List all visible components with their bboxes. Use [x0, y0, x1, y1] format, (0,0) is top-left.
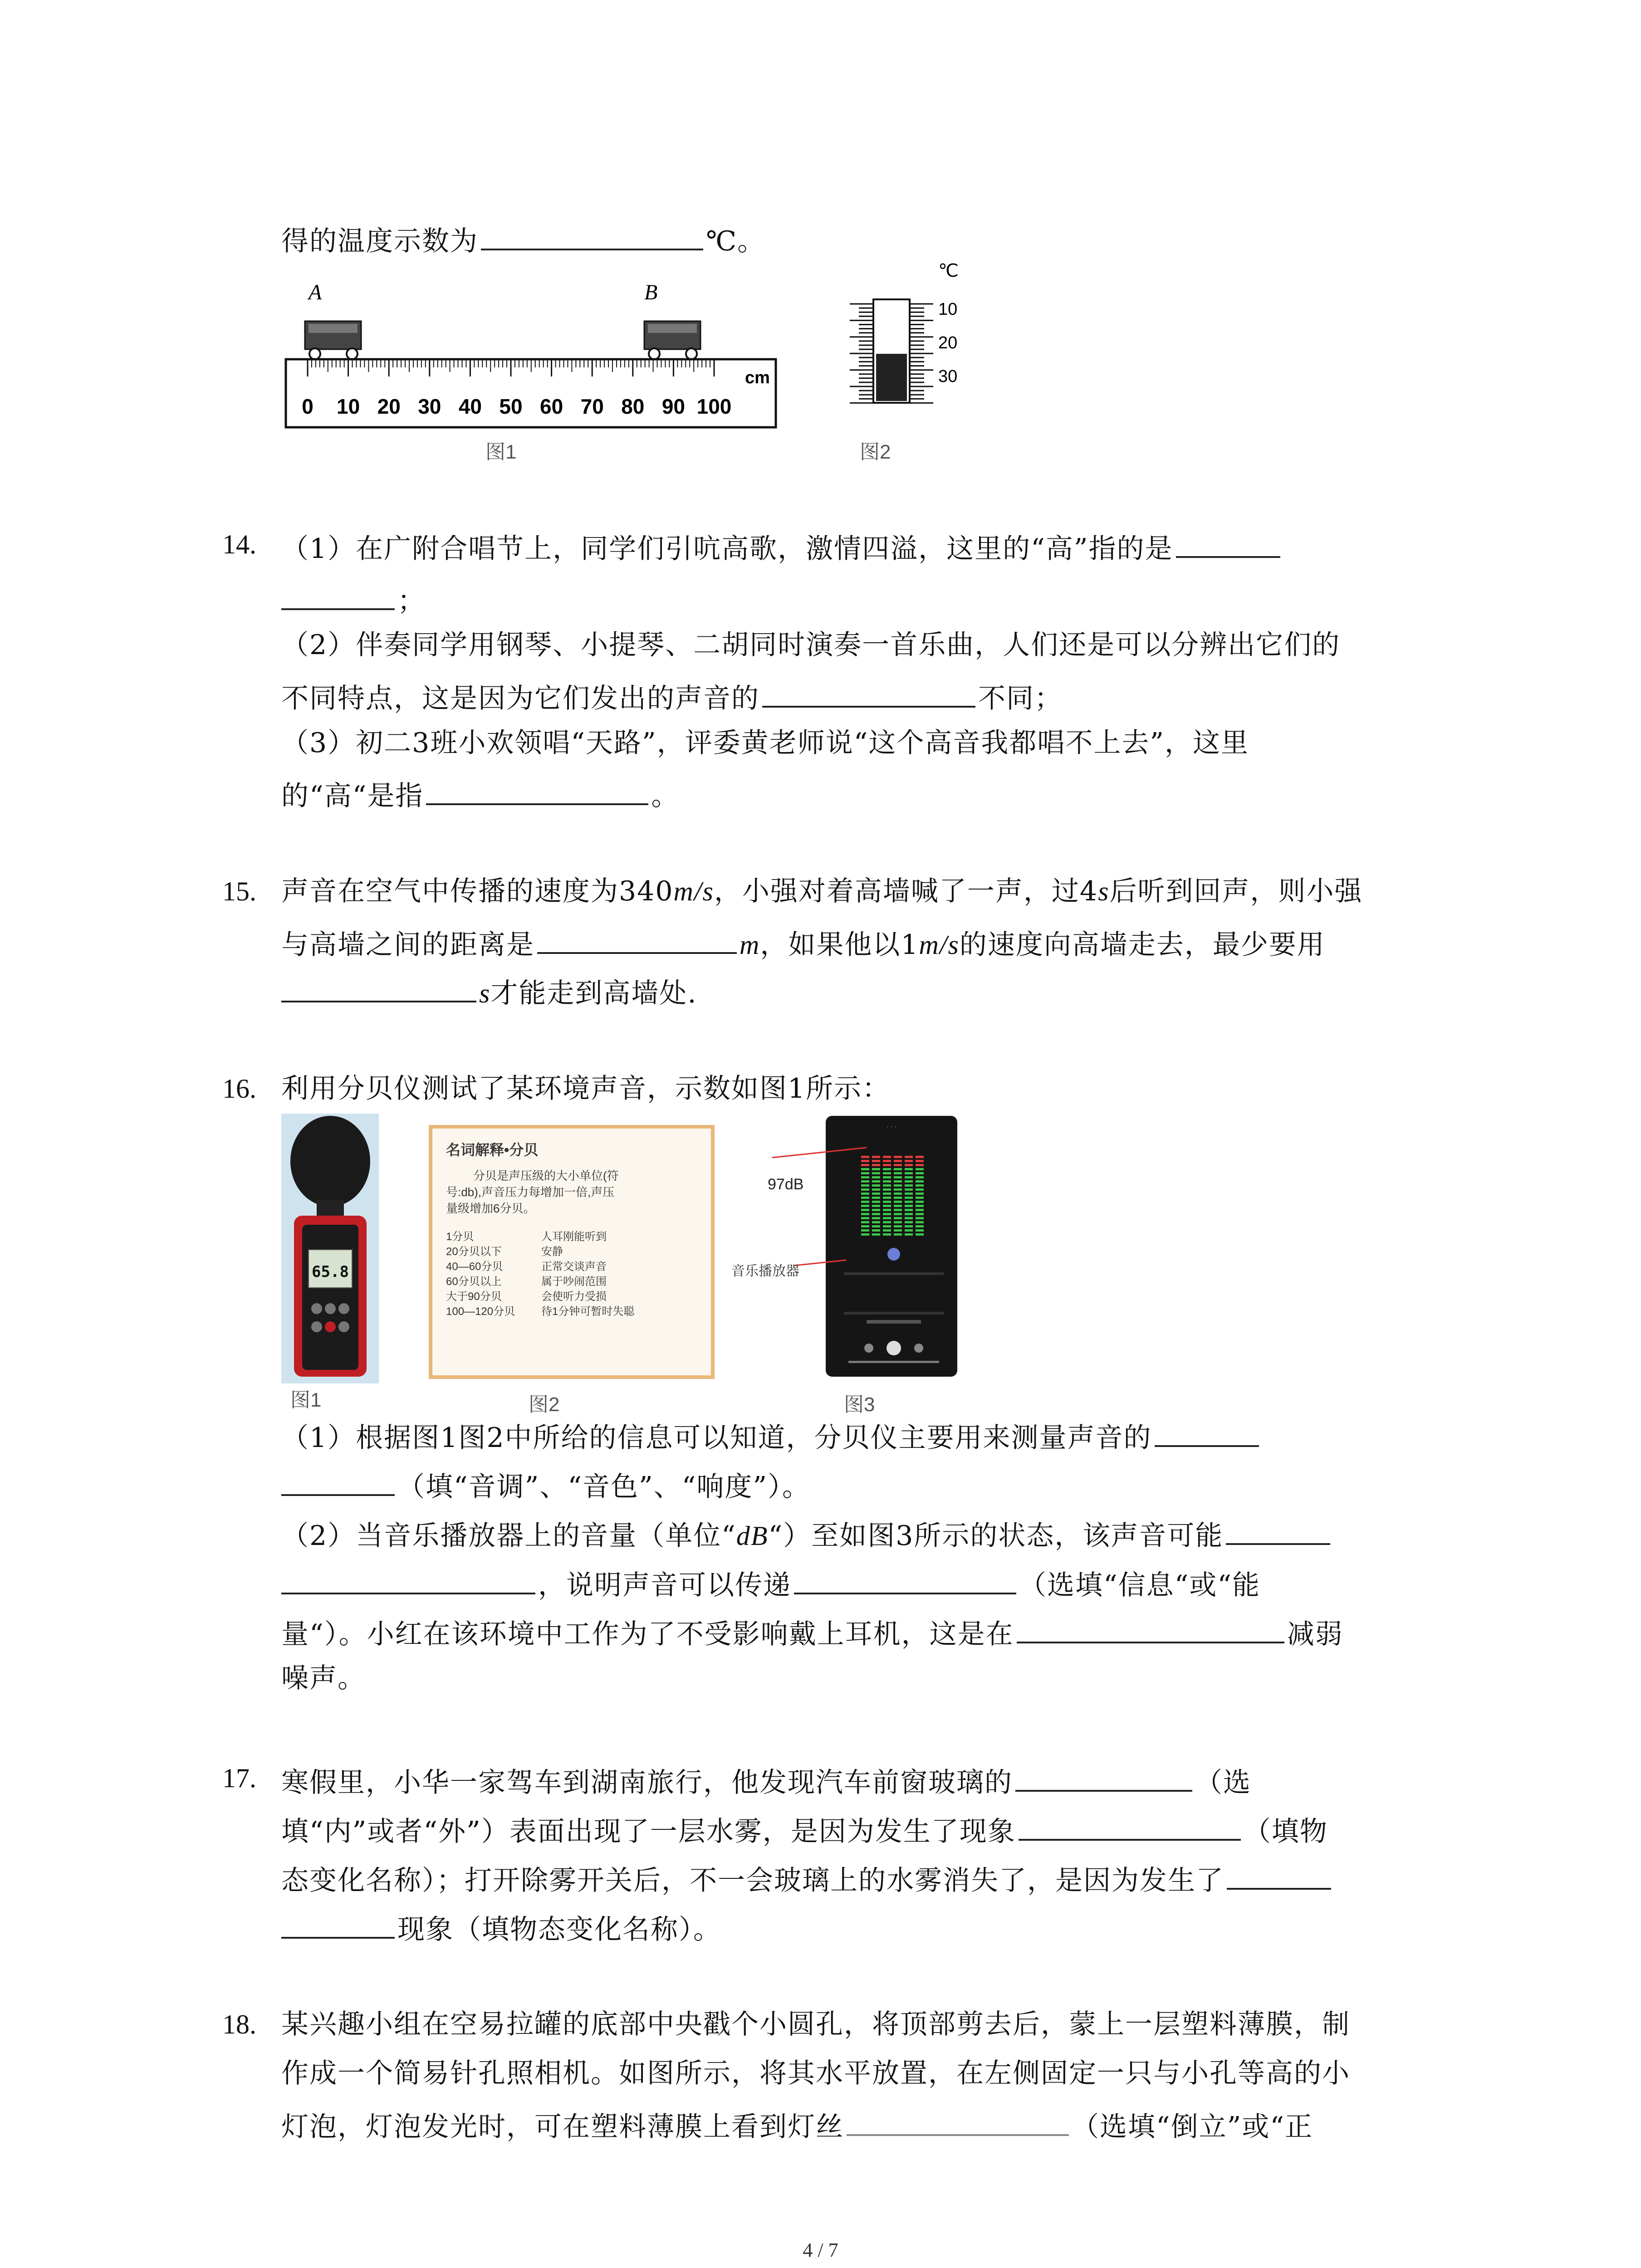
unit-db: dB	[736, 1521, 769, 1551]
eq-segment	[905, 1205, 913, 1207]
eq-segment	[894, 1180, 902, 1183]
eq-segment	[861, 1164, 869, 1166]
figure-music-player	[730, 1116, 975, 1379]
eq-segment	[861, 1209, 869, 1211]
eq-segment	[872, 1217, 880, 1219]
q15-text-3: 才能走到高墙处.	[490, 978, 697, 1009]
eq-segment	[916, 1156, 924, 1158]
eq-segment	[905, 1221, 913, 1223]
caption-fig2: 图2	[529, 1393, 560, 1416]
eq-segment	[861, 1217, 869, 1219]
card-row	[446, 1304, 697, 1319]
eq-segment	[872, 1184, 880, 1187]
eq-segment	[872, 1164, 880, 1166]
q16-part2b-end: （选填“信息“或“能	[1019, 1569, 1261, 1601]
eq-segment	[894, 1160, 902, 1162]
q17-text-2-end: （填物	[1243, 1816, 1328, 1848]
q15-line-3	[281, 975, 697, 1007]
q17-line-4	[281, 1911, 721, 1943]
answer-blank[interactable]	[794, 1567, 1016, 1594]
eq-segment	[883, 1201, 891, 1203]
page-number: 4 / 7	[803, 2239, 838, 2261]
unit-s: s	[1098, 876, 1110, 906]
card-row-desc: 安静	[541, 1246, 563, 1258]
eq-segment	[894, 1197, 902, 1199]
eq-segment	[916, 1168, 924, 1170]
svg-text:· · ·: · · ·	[887, 1123, 896, 1130]
label-b: B	[644, 280, 658, 304]
unit-mps: m/s	[919, 930, 960, 960]
thermo-unit: ℃	[938, 261, 959, 281]
answer-blank[interactable]	[1155, 1420, 1259, 1447]
eq-segment	[894, 1201, 902, 1203]
question-number: 16.	[222, 1074, 256, 1104]
eq-segment	[905, 1180, 913, 1183]
q17-text-4: 现象（填物态变化名称）。	[397, 1914, 721, 1945]
q14-line-1	[281, 531, 1283, 565]
ruler-tick-label: 40	[458, 395, 482, 418]
q14-part3a: （3）初二3班小欢领唱“天路”，评委黄老师说“这个高音我都唱不上去”，这里	[281, 727, 1249, 759]
eq-segment	[894, 1225, 902, 1227]
eq-segment	[883, 1172, 891, 1174]
eq-segment	[872, 1160, 880, 1162]
question-number: 15.	[222, 876, 256, 906]
q15-text-2b: ，如果他以1	[760, 929, 919, 961]
question-number: 14.	[222, 529, 256, 559]
eq-segment	[883, 1164, 891, 1166]
eq-segment	[916, 1160, 924, 1162]
eq-segment	[894, 1233, 902, 1236]
card-row	[446, 1244, 697, 1259]
eq-segment	[861, 1229, 869, 1232]
eq-segment	[861, 1188, 869, 1191]
eq-segment	[905, 1193, 913, 1195]
eq-segment	[861, 1193, 869, 1195]
eq-segment	[905, 1160, 913, 1162]
answer-blank[interactable]	[281, 1567, 535, 1594]
eq-segment	[916, 1164, 924, 1166]
card-desc-3: 量级增加6分贝。	[446, 1202, 535, 1215]
answer-blank[interactable]	[537, 927, 737, 954]
q14-part2b-end: 不同；	[978, 683, 1063, 714]
eq-segment	[861, 1233, 869, 1236]
unit-mps: m/s	[673, 876, 714, 906]
eq-segment	[916, 1209, 924, 1211]
label-97db: 97dB	[768, 1176, 804, 1193]
answer-blank[interactable]	[1226, 1518, 1330, 1545]
eq-segment	[905, 1213, 913, 1215]
answer-blank[interactable]	[281, 1911, 395, 1939]
card-desc-1: 分贝是声压级的大小单位(符	[473, 1169, 619, 1183]
answer-line-temperature	[281, 223, 765, 255]
eq-segment	[883, 1197, 891, 1199]
eq-segment	[861, 1180, 869, 1183]
ruler-unit: cm	[745, 368, 770, 387]
card-row	[446, 1274, 697, 1289]
eq-segment	[905, 1168, 913, 1170]
eq-segment	[883, 1221, 891, 1223]
eq-segment	[894, 1205, 902, 1207]
answer-blank[interactable]	[847, 2109, 1069, 2136]
card-row	[446, 1289, 697, 1304]
card-row	[446, 1229, 697, 1244]
answer-blank[interactable]	[281, 975, 476, 1002]
eq-segment	[894, 1221, 902, 1223]
q16-part2a-end: “）至如图3所示的状态，该声音可能	[768, 1520, 1224, 1552]
eq-segment	[916, 1172, 924, 1174]
ruler-tick-label: 60	[540, 395, 563, 418]
answer-blank[interactable]	[1227, 1862, 1331, 1890]
answer-blank[interactable]	[762, 680, 975, 708]
eq-segment	[905, 1156, 913, 1158]
q16-part2c: 量“）。小红在该环境中工作为了不受影响戴上耳机，这是在	[281, 1618, 1014, 1650]
answer-blank[interactable]	[281, 583, 395, 610]
q14-part1-end: ；	[397, 585, 426, 617]
ruler-tick-label: 20	[377, 395, 401, 418]
eq-segment	[916, 1205, 924, 1207]
ruler-tick-label: 80	[621, 395, 645, 418]
cart-a	[305, 321, 361, 359]
q15-line-2	[281, 927, 1325, 961]
eq-segment	[916, 1176, 924, 1178]
eq-segment	[916, 1197, 924, 1199]
eq-segment	[861, 1168, 869, 1170]
q14-part2a: （2）伴奏同学用钢琴、小提琴、二胡同时演奏一首乐曲，人们还是可以分辨出它们的	[281, 629, 1341, 661]
card-title: 名词解释•分贝	[446, 1142, 539, 1158]
question-number: 18.	[222, 2009, 256, 2039]
figure-decibel-meter	[281, 1114, 379, 1383]
eq-segment	[883, 1184, 891, 1187]
eq-segment	[861, 1205, 869, 1207]
card-desc-2: 号:db),声音压力每增加一倍,声压	[446, 1185, 615, 1199]
eq-segment	[883, 1160, 891, 1162]
ruler-tick-label: 50	[499, 395, 523, 418]
eq-segment	[894, 1184, 902, 1187]
eq-segment	[872, 1180, 880, 1183]
q18-line-1: 某兴趣小组在空易拉罐的底部中央戳个小圆孔，将顶部剪去后，蒙上一层塑料薄膜，制	[281, 2009, 1350, 2040]
q16-line-2	[281, 1469, 810, 1501]
eq-segment	[872, 1197, 880, 1199]
ruler-tick-label: 0	[302, 395, 314, 418]
q17-text-1: 寒假里，小华一家驾车到湖南旅行，他发现汽车前窗玻璃的	[281, 1767, 1013, 1799]
q16-line-1	[281, 1420, 1262, 1452]
q16-part2b: ，说明声音可以传递	[538, 1569, 791, 1601]
q14-line-3	[281, 631, 1340, 659]
q16-line-6: 噪声。	[281, 1662, 366, 1694]
q14-part1: （1）在广附合唱节上，同学们引吭高歌，激情四溢，这里的“高”指的是	[281, 533, 1173, 565]
eq-segment	[883, 1225, 891, 1227]
card-row-level: 大于90分贝	[446, 1290, 502, 1303]
answer-blank[interactable]	[481, 223, 703, 250]
ruler-tick-label: 10	[337, 395, 360, 418]
thermo-tick-10: 10	[938, 300, 958, 319]
q16-line-4	[281, 1567, 1260, 1599]
eq-segment	[916, 1213, 924, 1215]
card-table	[446, 1229, 697, 1319]
q16-line-5	[281, 1616, 1343, 1648]
card-row-desc: 人耳刚能听到	[541, 1231, 607, 1243]
eq-segment	[872, 1201, 880, 1203]
card-row-desc: 会使听力受损	[541, 1290, 607, 1303]
eq-segment	[916, 1201, 924, 1203]
q15-text-2c: 的速度向高墙走去，最少要用	[959, 929, 1325, 961]
q15-text-2a: 与高墙之间的距离是	[281, 929, 534, 961]
eq-segment	[883, 1176, 891, 1178]
eq-segment	[883, 1168, 891, 1170]
q16-intro: 利用分贝仪测试了某环境声音，示数如图1所示：	[281, 1073, 891, 1105]
thermo-liquid	[876, 354, 907, 401]
q18-text-3-end: （选填“倒立”或“正	[1072, 2111, 1313, 2143]
q14-line-6	[281, 778, 679, 810]
eq-segment	[894, 1176, 902, 1178]
answer-blank[interactable]	[426, 778, 648, 805]
card-row	[446, 1259, 697, 1274]
label-music-player: 音乐播放器	[731, 1263, 799, 1279]
ruler-tick-label: 100	[696, 395, 732, 418]
cart-b	[644, 321, 700, 359]
q16-part2a: （2）当音乐播放器上的音量（单位“	[281, 1520, 736, 1552]
caption-fig3: 图3	[844, 1393, 875, 1416]
eq-segment	[905, 1217, 913, 1219]
eq-segment	[861, 1201, 869, 1203]
eq-segment	[861, 1172, 869, 1174]
eq-segment	[905, 1225, 913, 1227]
eq-segment	[894, 1229, 902, 1232]
eq-segment	[894, 1193, 902, 1195]
q17-text-3: 态变化名称）；打开除雾开关后，不一会玻璃上的水雾消失了，是因为发生了	[281, 1865, 1224, 1897]
eq-segment	[916, 1180, 924, 1183]
eq-segment	[894, 1172, 902, 1174]
eq-segment	[905, 1233, 913, 1236]
q18-line-2: 作成一个简易针孔照相机。如图所示，将其水平放置，在左侧固定一只与小孔等高的小	[281, 2058, 1350, 2089]
eq-segment	[861, 1176, 869, 1178]
card-row-level: 20分贝以下	[446, 1246, 502, 1258]
card-row-desc: 待1分钟可暂时失聪	[541, 1305, 635, 1318]
q14-line-5	[281, 729, 1249, 757]
q16-line-3	[281, 1518, 1333, 1552]
card-row-level: 1分贝	[446, 1231, 474, 1243]
q17-text-1-end: （选	[1195, 1767, 1251, 1799]
q17-text-2: 填“内”或者“外”）表面出现了一层水雾，是因为发生了现象	[281, 1816, 1016, 1848]
card-row-level: 40—60分贝	[446, 1261, 503, 1273]
figure-ruler	[272, 272, 789, 467]
eq-segment	[883, 1213, 891, 1215]
eq-segment	[872, 1221, 880, 1223]
q17-line-2	[281, 1813, 1328, 1848]
ruler-tick-label: 70	[580, 395, 604, 418]
card-row-desc: 属于吵闹范围	[541, 1276, 607, 1288]
unit-s: s	[479, 978, 491, 1008]
q16-part2c-end: 减弱	[1287, 1618, 1343, 1650]
eq-segment	[916, 1193, 924, 1195]
unit-m: m	[740, 930, 760, 960]
eq-segment	[872, 1225, 880, 1227]
eq-segment	[894, 1209, 902, 1211]
eq-segment	[905, 1176, 913, 1178]
eq-segment	[883, 1156, 891, 1158]
eq-segment	[861, 1160, 869, 1162]
q16-part1a: （1）根据图1图2中所给的信息可以知道，分贝仪主要用来测量声音的	[281, 1422, 1152, 1454]
eq-segment	[916, 1188, 924, 1191]
line-text: 得的温度示数为	[281, 225, 478, 257]
eq-segment	[872, 1205, 880, 1207]
eq-segment	[872, 1209, 880, 1211]
eq-segment	[883, 1233, 891, 1236]
answer-blank[interactable]	[281, 1469, 395, 1496]
caption-fig1: 图1	[485, 441, 517, 463]
eq-segment	[916, 1184, 924, 1187]
eq-segment	[872, 1176, 880, 1178]
q14-part3b-end: 。	[651, 780, 680, 812]
eq-segment	[872, 1188, 880, 1191]
caption-fig1: 图1	[290, 1389, 322, 1411]
q14-part2b: 不同特点，这是因为它们发出的声音的	[281, 683, 759, 714]
q16-part1b: （填“音调”、“音色”、“响度”）。	[397, 1471, 811, 1503]
figure-thermometer	[821, 254, 994, 408]
q14-part3b: 的“高“是指	[281, 780, 424, 812]
eq-segment	[905, 1164, 913, 1166]
question-number: 17.	[222, 1763, 256, 1793]
eq-segment	[905, 1197, 913, 1199]
eq-segment	[872, 1168, 880, 1170]
thermo-tick-20: 20	[938, 333, 958, 352]
q15-text-1b: ，小强对着高墙喊了一声，过4	[714, 875, 1098, 907]
q15-text-1a: 声音在空气中传播的速度为340	[281, 875, 674, 907]
caption-fig2: 图2	[860, 441, 891, 463]
q15-line-1	[281, 875, 1363, 907]
eq-segment	[872, 1233, 880, 1236]
q15-text-1c: 后听到回声，则小强	[1109, 875, 1363, 907]
q14-line-4	[281, 680, 1063, 712]
q18-text-3: 灯泡，灯泡发光时，可在塑料薄膜上看到灯丝	[281, 2111, 844, 2143]
q18-line-3	[281, 2109, 1313, 2141]
eq-segment	[894, 1168, 902, 1170]
eq-segment	[916, 1217, 924, 1219]
eq-segment	[872, 1156, 880, 1158]
ruler-tick-label: 90	[661, 395, 685, 418]
eq-segment	[883, 1188, 891, 1191]
eq-segment	[916, 1233, 924, 1236]
eq-segment	[883, 1205, 891, 1207]
eq-segment	[905, 1184, 913, 1187]
eq-segment	[916, 1229, 924, 1232]
card-row-desc: 正常交谈声音	[541, 1261, 607, 1273]
eq-segment	[894, 1188, 902, 1191]
answer-blank[interactable]	[1019, 1813, 1241, 1841]
eq-segment	[905, 1229, 913, 1232]
eq-segment	[883, 1217, 891, 1219]
q17-line-1	[281, 1765, 1251, 1799]
ruler-tick-label: 30	[418, 395, 441, 418]
eq-segment	[872, 1172, 880, 1174]
eq-segment	[894, 1164, 902, 1166]
eq-segment	[861, 1225, 869, 1227]
eq-segment	[916, 1221, 924, 1223]
eq-segment	[905, 1172, 913, 1174]
unit-celsius: ℃。	[706, 225, 766, 257]
eq-segment	[916, 1225, 924, 1227]
eq-segment	[861, 1197, 869, 1199]
figure-decibel-card	[429, 1125, 715, 1379]
card-row-level: 60分贝以上	[446, 1276, 502, 1288]
answer-blank[interactable]	[1176, 531, 1280, 558]
q17-line-3	[281, 1862, 1334, 1897]
eq-segment	[894, 1213, 902, 1215]
q14-line-2	[281, 583, 426, 615]
eq-segment	[905, 1188, 913, 1191]
eq-segment	[861, 1213, 869, 1215]
eq-segment	[883, 1180, 891, 1183]
eq-segment	[883, 1193, 891, 1195]
eq-segment	[905, 1209, 913, 1211]
card-row-level: 100—120分贝	[446, 1305, 515, 1318]
thermo-tick-30: 30	[938, 367, 958, 386]
answer-blank[interactable]	[1017, 1616, 1284, 1643]
eq-segment	[872, 1213, 880, 1215]
eq-segment	[883, 1209, 891, 1211]
eq-segment	[905, 1201, 913, 1203]
meter-reading: 65.8	[312, 1263, 349, 1281]
eq-segment	[861, 1156, 869, 1158]
eq-segment	[894, 1217, 902, 1219]
eq-segment	[883, 1229, 891, 1232]
label-a: A	[309, 280, 322, 304]
eq-segment	[861, 1221, 869, 1223]
eq-segment	[894, 1156, 902, 1158]
eq-segment	[872, 1229, 880, 1232]
eq-segment	[861, 1184, 869, 1187]
eq-segment	[872, 1193, 880, 1195]
answer-blank[interactable]	[1015, 1765, 1192, 1792]
